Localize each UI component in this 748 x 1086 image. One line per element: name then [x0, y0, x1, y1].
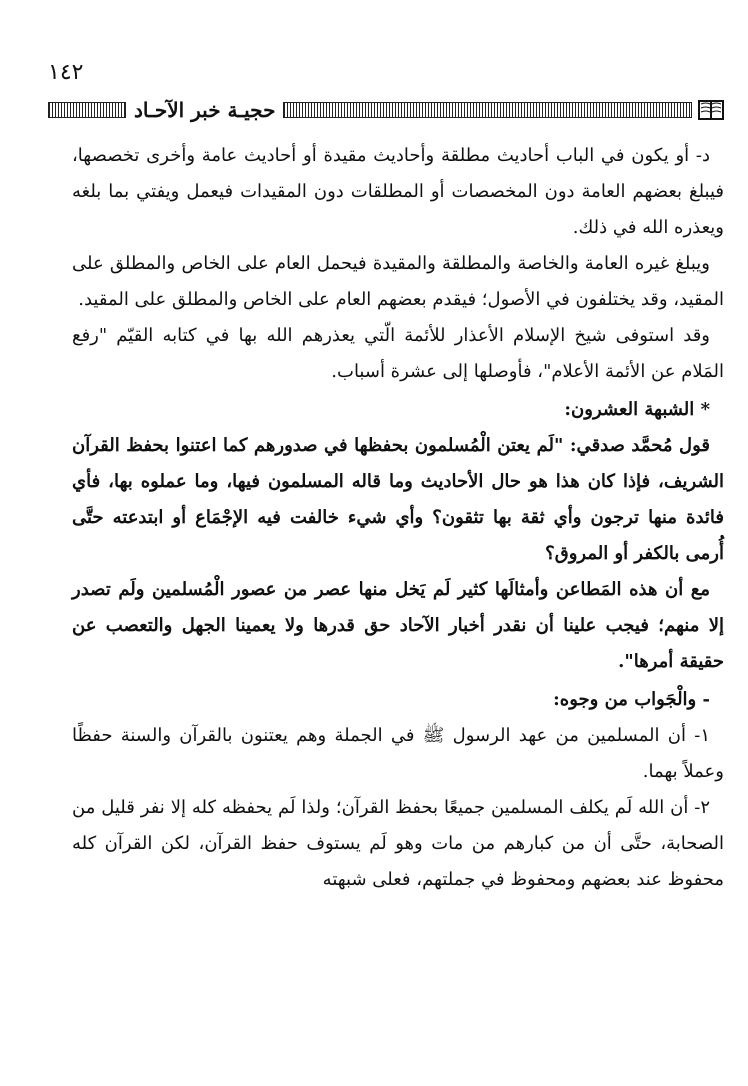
header-hatch-right — [283, 102, 692, 118]
star-icon: * — [700, 399, 710, 420]
page-number: ١٤٢ — [48, 60, 84, 85]
paragraph-1: د- أو يكون في الباب أحاديث مطلقة وأحاديث مقيدة أو أحاديث عامة وأخرى تخصصها، فيبلغ بعضهم العامة دون المخصصات أو المطلقات دون المقيدات فيعمل ويفتي بما بلغه ويعذره الله في ذلك. — [72, 145, 724, 238]
open-book-icon — [698, 98, 724, 122]
paragraph-2: ويبلغ غيره العامة والخاصة والمطلقة والمقيدة فيحمل العام على الخاص والمطلق على المقيد، وقد يختلفون في الأصول؛ فيقدم بعضهم العام على الخاص والمطلق على المقيد. — [72, 253, 724, 310]
answer-heading: - والْجَواب من وجوه: — [553, 689, 710, 710]
page-body — [72, 138, 724, 898]
answer-paragraph-1: ١- أن المسلمين من عهد الرسول ﷺ في الجملة وهم يعتنون بالقرآن والسنة حفظًا وعملاً بهما. — [72, 725, 724, 782]
running-header — [48, 96, 724, 124]
section-heading-text: الشبهة العشرون: — [564, 399, 695, 420]
answer-paragraph-2: ٢- أن الله لَم يكلف المسلمين جميعًا بحفظ القرآن؛ ولذا لَم يحفظه كله إلا نفر قليل من الصحابة، حتَّى أن من كبارهم من مات وهو لَم يستوف حفظ القرآن، لكن القرآن كله محفوظ عند بعضهم ومحفوظ في جملتهم، فعلى شبهته — [72, 797, 724, 890]
paragraph-3: وقد استوفى شيخ الإسلام الأعذار للأئمة الّتي يعذرهم الله بها في كتابه القيّم "رفع المَلام عن الأئمة الأعلام"، فأوصلها إلى عشرة أسباب. — [72, 325, 724, 382]
quote-paragraph-2: مع أن هذه المَطاعن وأمثالَها كثير لَم يَخل منها عصر من عصور الْمُسلمين ولَم تصدر إلا منهم؛ فيجب علينا أن نقدر أخبار الآحاد حق قدرها ولا يعمينا الجهل والتعصب عن حقيقة أمرها". — [72, 579, 724, 672]
quote-paragraph-1: قول مُحمَّد صدقي: "لَم يعتن الْمُسلمون بحفظها في صدورهم كما اعتنوا بحفظ القرآن الشريف، فإذا كان هذا هو حال الأحاديث وما قاله المسلمون فيها، وما عملوه بها، فأي فائدة منها ترجون وأي ثقة بها تثقون؟ وأي شيء خالفت فيه الإجْمَاع أو ابتدعته حتَّى أُرمى بالكفر أو المروق؟ — [72, 435, 724, 564]
header-title: حجيـة خبر الآحـاد — [134, 98, 276, 122]
header-hatch-left — [48, 102, 126, 118]
section-heading — [72, 392, 724, 428]
